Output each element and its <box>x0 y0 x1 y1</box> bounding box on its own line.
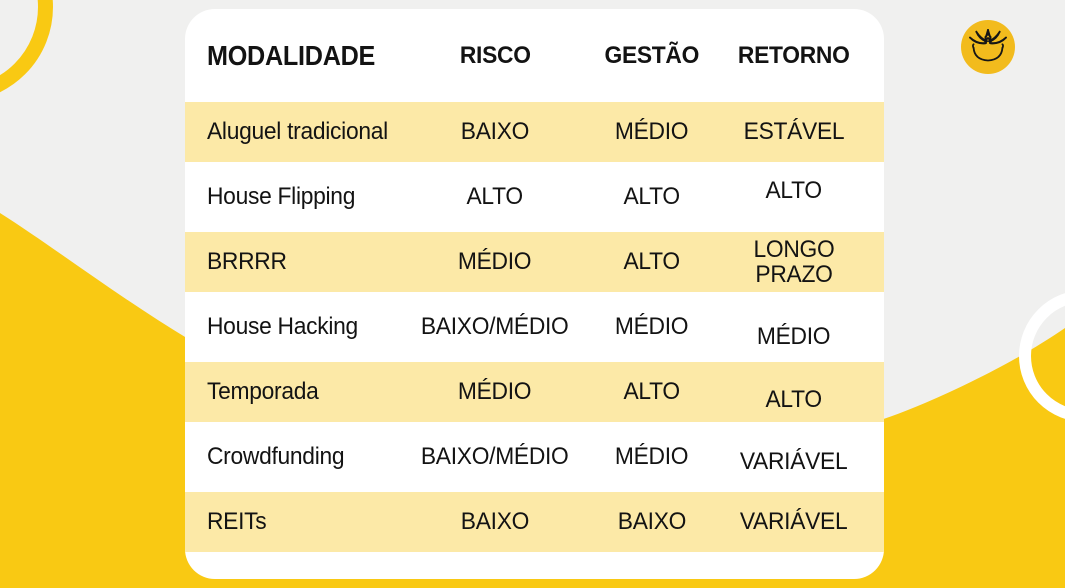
cell-text: BRRRR <box>207 248 287 276</box>
cell-text: ALTO <box>623 248 681 276</box>
table-card <box>185 9 884 579</box>
cell-risco <box>415 119 575 144</box>
cell-text: MÉDIO <box>615 443 689 471</box>
cell-risco <box>415 314 575 339</box>
cell-gestao <box>575 184 729 209</box>
cell-retorno <box>729 449 859 474</box>
cell-text: ESTÁVEL <box>743 118 845 146</box>
cell-text: ALTO <box>765 386 823 414</box>
cell-retorno <box>729 119 859 144</box>
cell-text: BAIXO <box>460 118 530 146</box>
cell-text: ALTO <box>765 177 823 205</box>
column-header-gestao <box>575 43 729 68</box>
cell-text: Temporada <box>207 378 319 406</box>
cell-retorno <box>729 324 859 349</box>
cell-text: BAIXO/MÉDIO <box>421 313 569 341</box>
cell-modalidade <box>185 314 415 339</box>
cell-risco <box>415 379 575 404</box>
cell-modalidade <box>185 184 415 209</box>
cell-text: MÉDIO <box>757 323 831 351</box>
cell-modalidade <box>185 119 415 144</box>
brand-logo <box>961 20 1015 74</box>
cell-modalidade <box>185 509 415 534</box>
column-header-retorno <box>729 43 859 68</box>
cell-text: MÉDIO <box>615 313 689 341</box>
cell-risco <box>415 444 575 469</box>
cell-text: House Hacking <box>207 313 358 341</box>
cell-gestao <box>575 249 729 274</box>
cell-text: ALTO <box>623 183 681 211</box>
table-row <box>185 102 884 162</box>
table-row <box>185 232 884 292</box>
column-header-label: MODALIDADE <box>207 39 376 71</box>
cell-text: BAIXO <box>460 508 530 536</box>
cell-text: Aluguel tradicional <box>207 118 388 146</box>
cell-modalidade <box>185 379 415 404</box>
plant-smile-icon <box>961 20 1015 74</box>
cell-gestao <box>575 379 729 404</box>
cell-text: LONGO PRAZO <box>753 235 835 288</box>
cell-text: MÉDIO <box>458 378 532 406</box>
cell-text: REITs <box>207 508 267 536</box>
column-header-modalidade <box>185 41 415 70</box>
cell-risco <box>415 249 575 274</box>
cell-gestao <box>575 444 729 469</box>
column-header-label: RETORNO <box>738 41 850 69</box>
cell-text: Crowdfunding <box>207 443 345 471</box>
cell-modalidade <box>185 444 415 469</box>
table-row <box>185 292 884 362</box>
cell-text: ALTO <box>466 183 524 211</box>
column-header-label: GESTÃO <box>604 41 700 69</box>
cell-retorno <box>729 178 859 203</box>
cell-gestao <box>575 119 729 144</box>
column-header-label: RISCO <box>459 41 531 69</box>
table-row <box>185 362 884 422</box>
table-row <box>185 162 884 232</box>
cell-risco <box>415 184 575 209</box>
cell-retorno <box>729 387 859 412</box>
table-body <box>185 102 884 552</box>
cell-retorno <box>729 509 859 534</box>
cell-text: MÉDIO <box>458 248 532 276</box>
table-row <box>185 422 884 492</box>
cell-text: BAIXO/MÉDIO <box>421 443 569 471</box>
cell-gestao <box>575 314 729 339</box>
cell-modalidade <box>185 249 415 274</box>
cell-risco <box>415 509 575 534</box>
cell-text: VARIÁVEL <box>740 508 848 536</box>
cell-retorno <box>729 237 859 287</box>
column-header-risco <box>415 43 575 68</box>
cell-text: MÉDIO <box>615 118 689 146</box>
cell-text: ALTO <box>623 378 681 406</box>
cell-text: VARIÁVEL <box>740 448 848 476</box>
cell-text: House Flipping <box>207 183 356 211</box>
table-header-row <box>185 9 884 102</box>
cell-gestao <box>575 509 729 534</box>
cell-text: BAIXO <box>617 508 687 536</box>
table-row <box>185 492 884 552</box>
